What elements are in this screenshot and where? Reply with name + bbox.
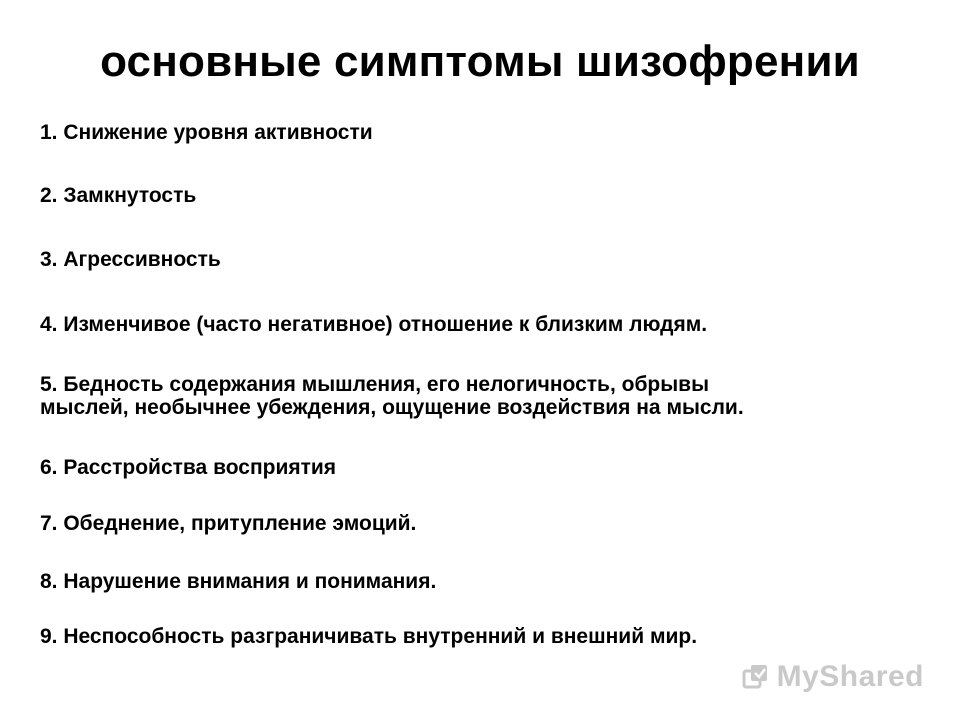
list-item-text: 2. Замкнутость: [40, 184, 197, 207]
list-item: [40, 512, 920, 535]
list-item: [40, 570, 920, 593]
slide-title: основные симптомы шизофрении: [100, 37, 860, 86]
list-item-text: 4. Изменчивое (часто негативное) отношение к близким людям.: [40, 313, 708, 336]
list-item-text: 3. Агрессивность: [40, 248, 221, 271]
list-item: [40, 184, 920, 207]
watermark-text: MyShared: [776, 660, 924, 693]
list-item: [40, 373, 920, 419]
list-item: [40, 456, 920, 479]
list-item-text: 1. Снижение уровня активности: [40, 121, 373, 144]
list-item: [40, 121, 920, 144]
list-item-text: 6. Расстройства восприятия: [40, 456, 337, 479]
list-item-text: 7. Обеднение, притупление эмоций.: [40, 512, 417, 535]
list-item-text: 8. Нарушение внимания и понимания.: [40, 570, 437, 593]
list-item: [40, 248, 920, 271]
list-item: [40, 625, 920, 648]
myshared-watermark: [741, 662, 924, 692]
myshared-logo-icon: [741, 662, 771, 692]
list-item-text: 9. Неспособность разграничивать внутренний и внешний мир.: [40, 625, 698, 648]
list-item-text: 5. Бедность содержания мышления, его нелогичность, обрывы: [40, 373, 710, 396]
list-item: [40, 313, 920, 336]
list-item-text-continuation: мыслей, необычнее убеждения, ощущение воздействия на мысли.: [40, 396, 744, 419]
